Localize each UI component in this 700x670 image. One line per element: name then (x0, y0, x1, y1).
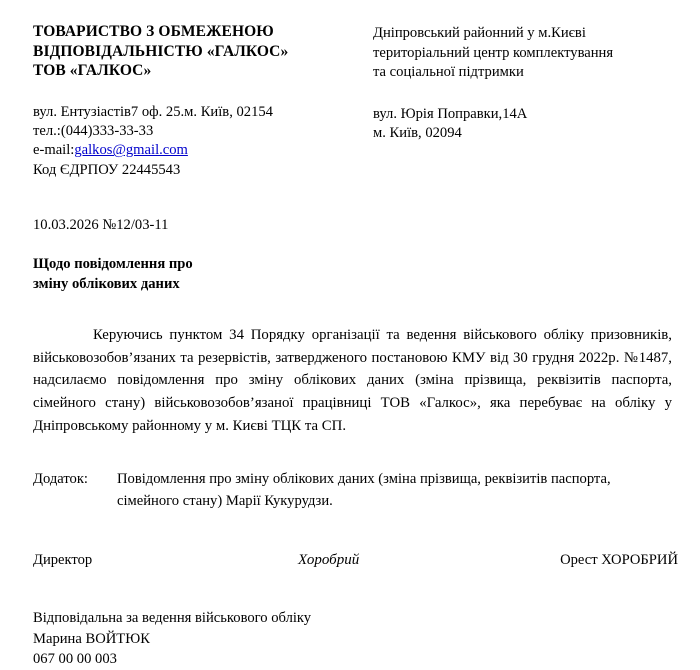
attachment-label: Додаток: (33, 471, 88, 488)
document-subject-line-2: зміну облікових даних (33, 275, 180, 292)
email-link[interactable]: galkos@gmail.com (74, 142, 188, 159)
sender-address: вул. Ентузіастів7 оф. 25.м. Київ, 02154 (33, 103, 273, 120)
recipient-name-line-3: та соціальної підтримки (373, 64, 524, 80)
responsible-person-role: Відповідальна за ведення військового обліку (33, 610, 312, 627)
recipient-address-line-1: вул. Юрія Поправки,14А (373, 105, 528, 122)
signatory-title: Директор (33, 552, 93, 569)
sender-email-row (33, 141, 373, 160)
signature-section (33, 550, 686, 570)
document-body-paragraph: Керуючись пунктом 34 Порядку організації та ведення військового обліку призовників, військовозобов’язаних та резервістів, затвердженого постановою КМУ від 30 грудня 2022р. №1487, надсилаємо повідомлення про зміну облікових даних (зміна прізвища, реквізитів паспорта, сімейного стану) військовозобов’язаної працівниці ТОВ «Галкос», яка перебуває на обліку у Дніпровському районному у м. Києві ТЦК та СП. (33, 327, 672, 434)
recipient-address (373, 105, 683, 144)
letter-header (0, 0, 700, 180)
recipient-name (373, 24, 683, 83)
organization-name-line-2: ВІДПОВІДАЛЬНІСТЮ «ГАЛКОС» (33, 42, 289, 60)
organization-name-line-1: ТОВАРИСТВО З ОБМЕЖЕНОЮ (33, 23, 274, 40)
recipient-block (373, 22, 683, 180)
recipient-name-line-1: Дніпровський районний у м.Києві (373, 25, 586, 41)
sender-phone: тел.:(044)333-33-33 (33, 122, 154, 139)
sender-edrpou-code: Код ЄДРПОУ 22445543 (33, 161, 181, 178)
email-label: e-mail: (33, 142, 75, 159)
document-subject (33, 255, 700, 294)
signatory-name: Орест ХОРОБРИЙ (560, 552, 678, 569)
responsible-person-block (33, 608, 700, 670)
sender-contact-details (33, 103, 373, 181)
recipient-name-line-2: територіальний центр комплектування (373, 44, 614, 61)
attachment-section (33, 469, 667, 512)
document-subject-line-1: Щодо повідомлення про (33, 256, 193, 273)
handwritten-signature: Хоробрий (298, 552, 360, 569)
recipient-address-line-2: м. Київ, 02094 (373, 124, 462, 141)
sender-block (33, 22, 373, 180)
responsible-person-name: Марина ВОЙТЮК (33, 630, 150, 647)
organization-name-line-3: ТОВ «ГАЛКОС» (33, 62, 152, 79)
organization-name (33, 22, 373, 81)
attachment-description: Повідомлення про зміну облікових даних (зміна прізвища, реквізитів паспорта, сімейного стану) Марії Кукурудзи. (117, 471, 611, 509)
document-date-and-number: 10.03.2026 №12/03-11 (33, 217, 169, 234)
responsible-person-phone: 067 00 00 003 (33, 651, 117, 668)
